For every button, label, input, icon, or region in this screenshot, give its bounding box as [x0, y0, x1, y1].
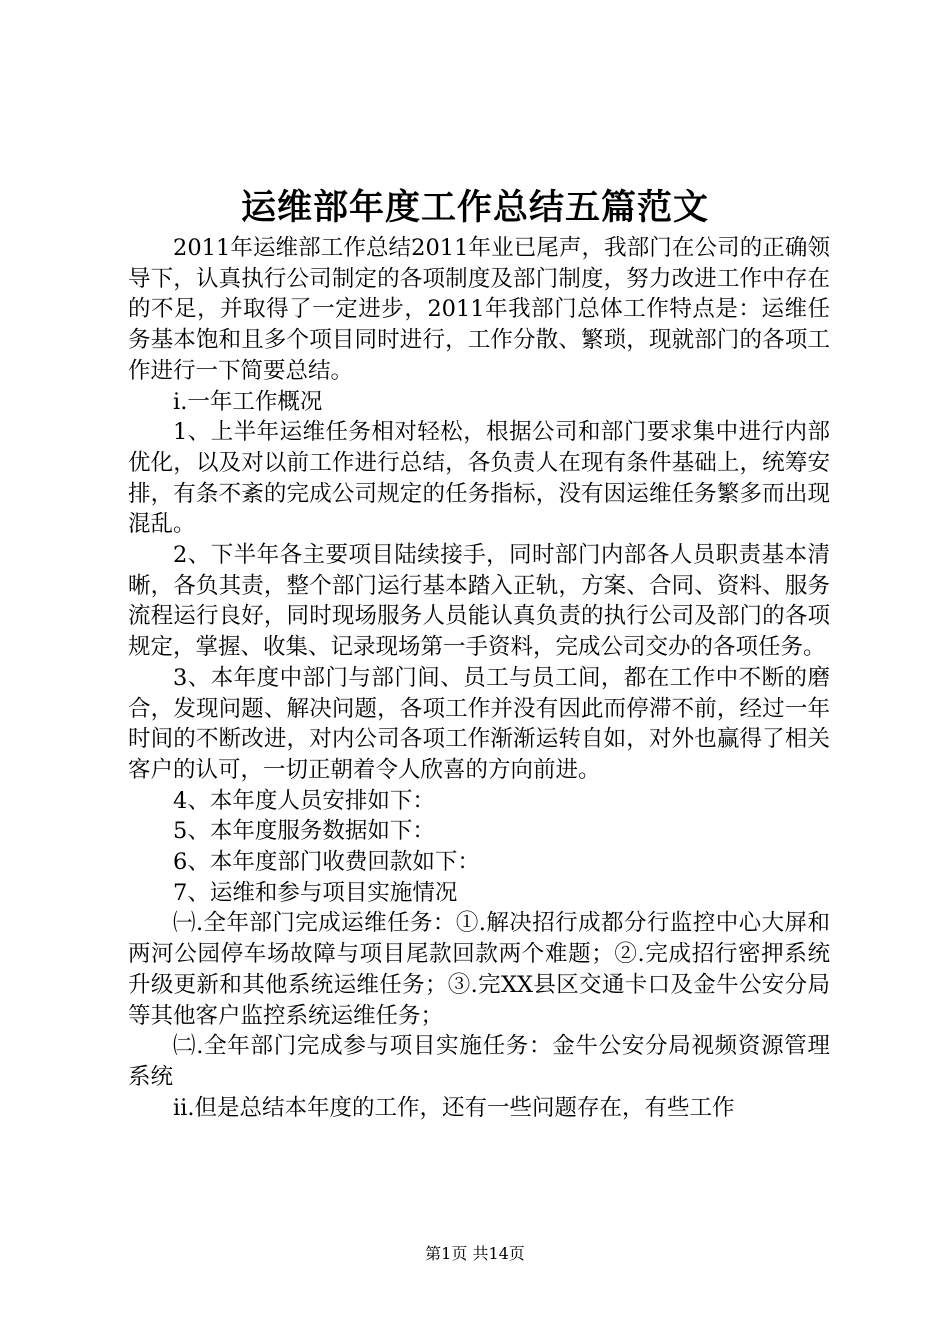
paragraph-intro: 2011年运维部工作总结2011年业已尾声，我部门在公司的正确领导下，认真执行公司制定的各项制度及部门制度，努力改进工作中存在的不足，并取得了一定进步，2011年我部门总体工作特点是：运维任务基本饱和且多个项目同时进行，工作分散、繁琐，现就部门的各项工作进行一下简要总结。	[128, 235, 830, 384]
page-footer: 第1页 共14页	[425, 1244, 525, 1263]
paragraph-item-1: 1、上半年运维任务相对轻松，根据公司和部门要求集中进行内部优化，以及对以前工作进行总结，各负责人在现有条件基础上，统筹安排，有条不紊的完成公司规定的任务指标，没有因运维任务繁多而出现混乱。	[128, 419, 830, 538]
paragraph-subitem-2: ㈡.全年部门完成参与项目实施任务：金牛公安分局视频资源管理系统	[128, 1033, 830, 1090]
paragraph-item-3: 3、本年度中部门与部门间、员工与员工间，都在工作中不断的磨合，发现问题、解决问题，各项工作并没有因此而停滞不前，经过一年时间的不断改进，对内公司各项工作渐渐运转自如，对外也赢得了相关客户的认可，一切正朝着令人欣喜的方向前进。	[128, 664, 830, 783]
paragraph-subitem-1: ㈠.全年部门完成运维任务：①.解决招行成都分行监控中心大屏和两河公园停车场故障与项目尾款回款两个难题；②.完成招行密押系统升级更新和其他系统运维任务；③.完XX县区交通卡口及金牛公安分局等其他客户监控系统运维任务；	[128, 910, 830, 1029]
paragraph-item-2: 2、下半年各主要项目陆续接手，同时部门内部各人员职责基本清晰，各负其责，整个部门运行基本踏入正轨，方案、合同、资料、服务流程运行良好，同时现场服务人员能认真负责的执行公司及部门的各项规定，掌握、收集、记录现场第一手资料，完成公司交办的各项任务。	[128, 542, 830, 661]
paragraph-item-6: 6、本年度部门收费回款如下：	[173, 849, 480, 876]
section-heading-issues: ⅱ.但是总结本年度的工作，还有一些问题存在，有些工作	[173, 1094, 735, 1121]
paragraph-item-5: 5、本年度服务数据如下：	[173, 818, 435, 845]
paragraph-item-7: 7、运维和参与项目实施情况	[173, 879, 458, 906]
document-body	[128, 233, 830, 1123]
document-title: 运维部年度工作总结五篇范文	[240, 188, 709, 228]
paragraph-item-4: 4、本年度人员安排如下：	[173, 787, 435, 814]
section-heading-overview: ⅰ.一年工作概况	[173, 388, 323, 415]
